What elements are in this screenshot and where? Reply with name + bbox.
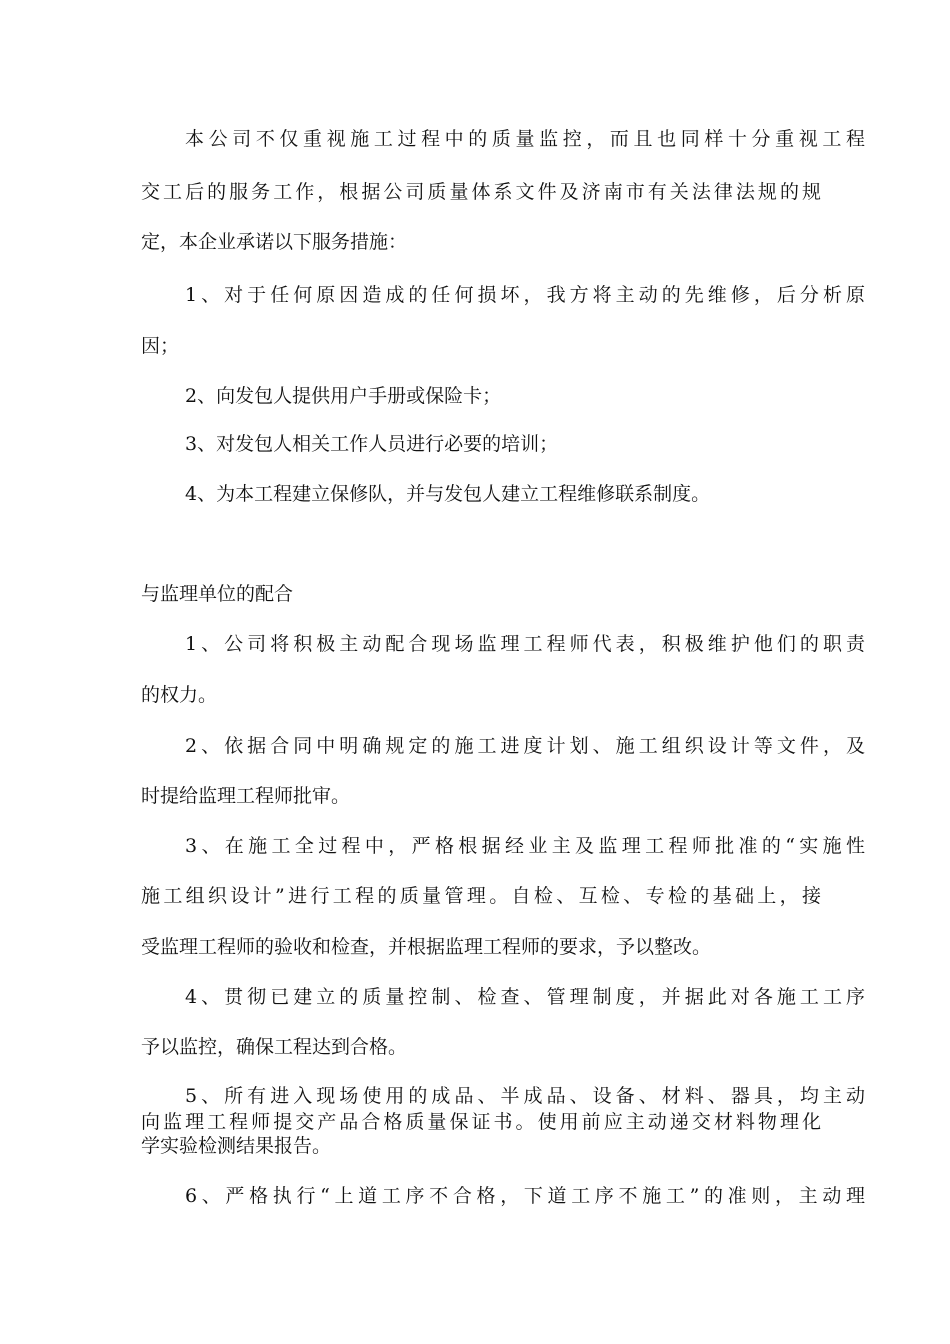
list-item-line: 时提给监理工程师批审。 [141,785,351,807]
list-item-line: 4、贯彻已建立的质量控制、检查、管理制度，并据此对各施工工序 [185,986,865,1008]
list-item-line: 3、在施工全过程中，严格根据经业主及监理工程师批准的“实施性 [185,835,865,857]
paragraph-line: 定，本企业承诺以下服务措施： [141,231,408,253]
list-item-line: 1、对于任何原因造成的任何损坏，我方将主动的先维修，后分析原 [185,284,865,306]
paragraph-line: 本公司不仅重视施工过程中的质量监控，而且也同样十分重视工程 [185,128,865,150]
list-item-line: 4、为本工程建立保修队，并与发包人建立工程维修联系制度。 [185,483,711,505]
section-heading: 与监理单位的配合 [141,583,294,605]
list-item-line: 予以监控，确保工程达到合格。 [141,1036,408,1058]
list-item-line: 2、向发包人提供用户手册或保险卡； [185,385,502,407]
list-item-line: 向监理工程师提交产品合格质量保证书。使用前应主动递交材料物理化 [141,1111,821,1133]
list-item-line: 施工组织设计”进行工程的质量管理。自检、互检、专检的基础上，接 [141,885,821,907]
list-item-line: 6、严格执行“上道工序不合格，下道工序不施工”的准则，主动理 [185,1185,865,1207]
list-item-line: 学实验检测结果报告。 [141,1135,332,1157]
list-item-line: 5、所有进入现场使用的成品、半成品、设备、材料、器具，均主动 [185,1085,865,1107]
list-item-line: 受监理工程师的验收和检查，并根据监理工程师的要求，予以整改。 [141,936,712,958]
list-item-line: 的权力。 [141,684,218,706]
list-item-line: 1、公司将积极主动配合现场监理工程师代表，积极维护他们的职责 [185,633,865,655]
list-item-line: 因； [141,335,180,357]
list-item-line: 3、对发包人相关工作人员进行必要的培训； [185,433,559,455]
paragraph-line: 交工后的服务工作，根据公司质量体系文件及济南市有关法律法规的规 [141,181,821,203]
list-item-line: 2、依据合同中明确规定的施工进度计划、施工组织设计等文件，及 [185,735,865,757]
